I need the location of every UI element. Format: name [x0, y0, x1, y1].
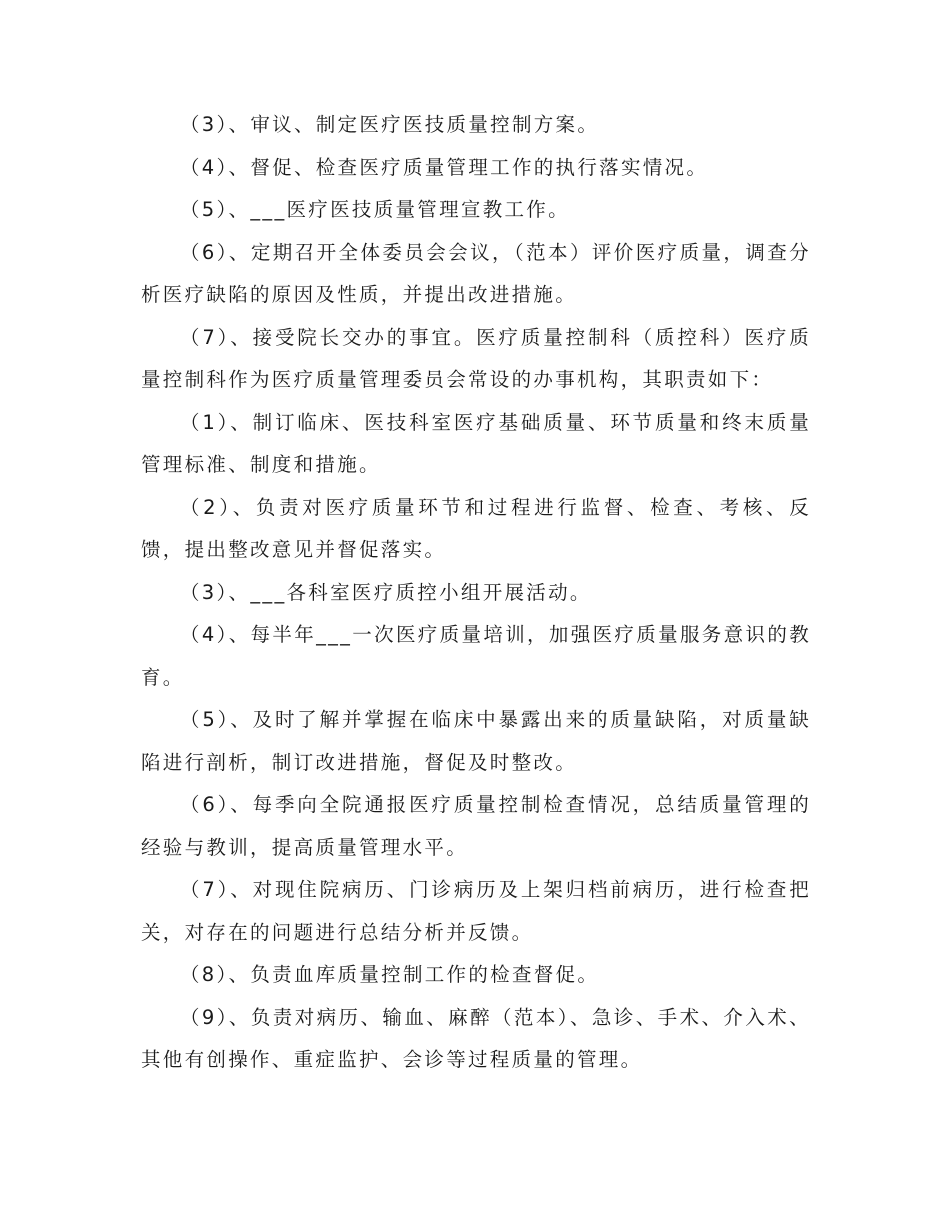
- duty-item-5: （5）、及时了解并掌握在临床中暴露出来的质量缺陷，对质量缺陷进行剖析，制订改进措施，督促及时整改。: [141, 708, 811, 774]
- paragraph-item-3: （3）、审议、制定医疗医技质量控制方案。: [180, 113, 600, 136]
- paragraph-item-7: （7）、接受院长交办的事宜。医疗质量控制科（质控科）医疗质量控制科作为医疗质量管理委员会常设的办事机构，其职责如下：: [141, 325, 811, 391]
- duty-item-9: （9）、负责对病历、输血、麻醉（范本）、急诊、手术、介入术、其他有创操作、重症监护、会诊等过程质量的管理。: [141, 1005, 811, 1071]
- duty-item-8: （8）、负责血库质量控制工作的检查督促。: [180, 963, 600, 986]
- duty-item-7: （7）、对现住院病历、门诊病历及上架归档前病历，进行检查把关，对存在的问题进行总结分析并反馈。: [141, 878, 811, 944]
- duty-item-6: （6）、每季向全院通报医疗质量控制检查情况，总结质量管理的经验与教训，提高质量管理水平。: [141, 793, 811, 859]
- duty-item-3: （3）、___各科室医疗质控小组开展活动。: [180, 580, 592, 604]
- paragraph-item-4: （4）、督促、检查医疗质量管理工作的执行落实情况。: [180, 155, 709, 179]
- paragraph-item-6: （6）、定期召开全体委员会会议，（范本）评价医疗质量，调查分析医疗缺陷的原因及性质，并提出改进措施。: [141, 240, 811, 306]
- duty-item-1: （1）、制订临床、医技科室医疗基础质量、环节质量和终末质量管理标准、制度和措施。: [141, 410, 811, 476]
- duty-item-2: （2）、负责对医疗质量环节和过程进行监督、检查、考核、反馈，提出整改意见并督促落实。: [141, 495, 811, 561]
- document-body: [141, 104, 811, 1082]
- paragraph-item-5: （5）、___医疗医技质量管理宣教工作。: [180, 198, 570, 221]
- duty-item-4: （4）、每半年___一次医疗质量培训，加强医疗质量服务意识的教育。: [141, 623, 811, 689]
